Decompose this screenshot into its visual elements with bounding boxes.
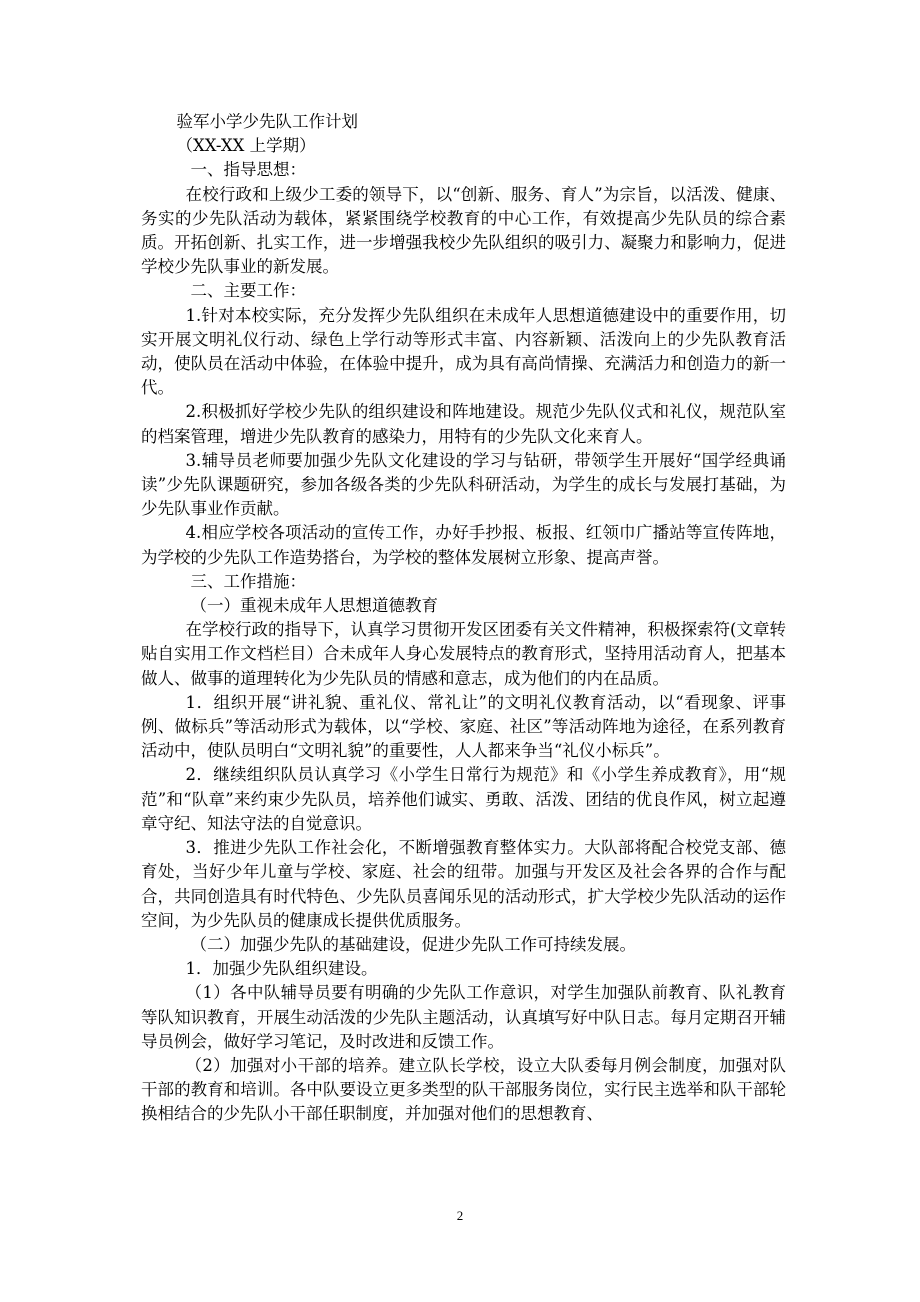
- paragraph: 在学校行政的指导下，认真学习贯彻开发区团委有关文件精神，积极探索符(文章转贴自实用工作文档栏目）合未成年人身心发展特点的教育形式，坚持用活动育人，把基本做人、做事的道理转化为少先队员的情感和意志，成为他们的内在品质。: [141, 620, 786, 688]
- paragraph: 2.积极抓好学校少先队的组织建设和阵地建设。规范少先队仪式和礼仪，规范队室的档案管理，增进少先队教育的感染力，用特有的少先队文化来育人。: [141, 402, 786, 446]
- paragraph: 2．继续组织队员认真学习《小学生日常行为规范》和《小学生养成教育》，用“规范”和“队章”来约束少先队员，培养他们诚实、勇敢、活泼、团结的优良作风，树立起遵章守纪、知法守法的自觉意识。: [141, 765, 786, 833]
- document-subtitle: （XX-XX 上学期）: [176, 136, 316, 156]
- paragraph: 在校行政和上级少工委的领导下，以“创新、服务、育人”为宗旨，以活泼、健康、务实的少先队活动为载体，紧紧围绕学校教育的中心工作，有效提高少先队员的综合素质。开拓创新、扎实工作，进一步增强我校少先队组织的吸引力、凝聚力和影响力，促进学校少先队事业的新发展。: [141, 184, 786, 277]
- paragraph: 1.针对本校实际，充分发挥少先队组织在未成年人思想道德建设中的重要作用，切实开展文明礼仪行动、绿色上学行动等形式丰富、内容新颖、活泼向上的少先队教育活动，使队员在活动中体验，在体验中提升，成为具有高尚情操、充满活力和创造力的新一代。: [141, 305, 786, 398]
- document-body: [141, 110, 786, 1127]
- paragraph: 3.辅导员老师要加强少先队文化建设的学习与钻研，带领学生开展好“国学经典诵读”少先队课题研究，参加各级各类的少先队科研活动，为学生的成长与发展打基础，为少先队事业作贡献。: [141, 450, 786, 519]
- paragraph: 3．推进少先队工作社会化，不断增强教育整体实力。大队部将配合校党支部、德育处，当好少年儿童与学校、家庭、社会的纽带。加强与开发区及社会各界的合作与配合，共同创造具有时代特色、少先队员喜闻乐见的活动形式，扩大学校少先队活动的运作空间，为少先队员的健康成长提供优质服务。: [141, 838, 786, 930]
- page-number: 2: [456, 1208, 464, 1223]
- subsection-heading: （一）重视未成年人思想道德教育: [190, 596, 438, 616]
- section-heading-measures: 三、工作措施：: [190, 571, 306, 591]
- paragraph: 1．组织开展“讲礼貌、重礼仪、常礼让”的文明礼仪教育活动，以“看现象、评事例、做标兵”等活动形式为载体，以“学校、家庭、社区”等活动阵地为途径，在系列教育活动中，使队员明白“文明礼貌”的重要性，人人都来争当“礼仪小标兵”。: [141, 692, 786, 761]
- document-title: 验军小学少先队工作计划: [176, 112, 358, 131]
- paragraph: 4.相应学校各项活动的宣传工作，办好手抄报、板报、红领巾广播站等宣传阵地，为学校的少先队工作造势搭台，为学校的整体发展树立形象、提高声誉。: [141, 523, 786, 567]
- section-heading-main-work: 二、主要工作：: [190, 281, 306, 301]
- paragraph: 1．加强少先队组织建设。: [185, 959, 378, 979]
- subsection-heading: （二）加强少先队的基础建设，促进少先队工作可持续发展。: [190, 934, 636, 954]
- section-heading-guiding-thought: 一、指导思想：: [190, 160, 306, 180]
- paragraph: （1）各中队辅导员要有明确的少先队工作意识，对学生加强队前教育、队礼教育等队知识教育，开展生动活泼的少先队主题活动，认真填写好中队日志。每月定期召开辅导员例会，做好学习笔记，及时改进和反馈工作。: [141, 983, 786, 1051]
- paragraph: （2）加强对小干部的培养。建立队长学校，设立大队委每月例会制度，加强对队干部的教育和培训。各中队要设立更多类型的队干部服务岗位，实行民主选举和队干部轮换相结合的少先队小干部任职制度，并加强对他们的思想教育、: [141, 1055, 786, 1124]
